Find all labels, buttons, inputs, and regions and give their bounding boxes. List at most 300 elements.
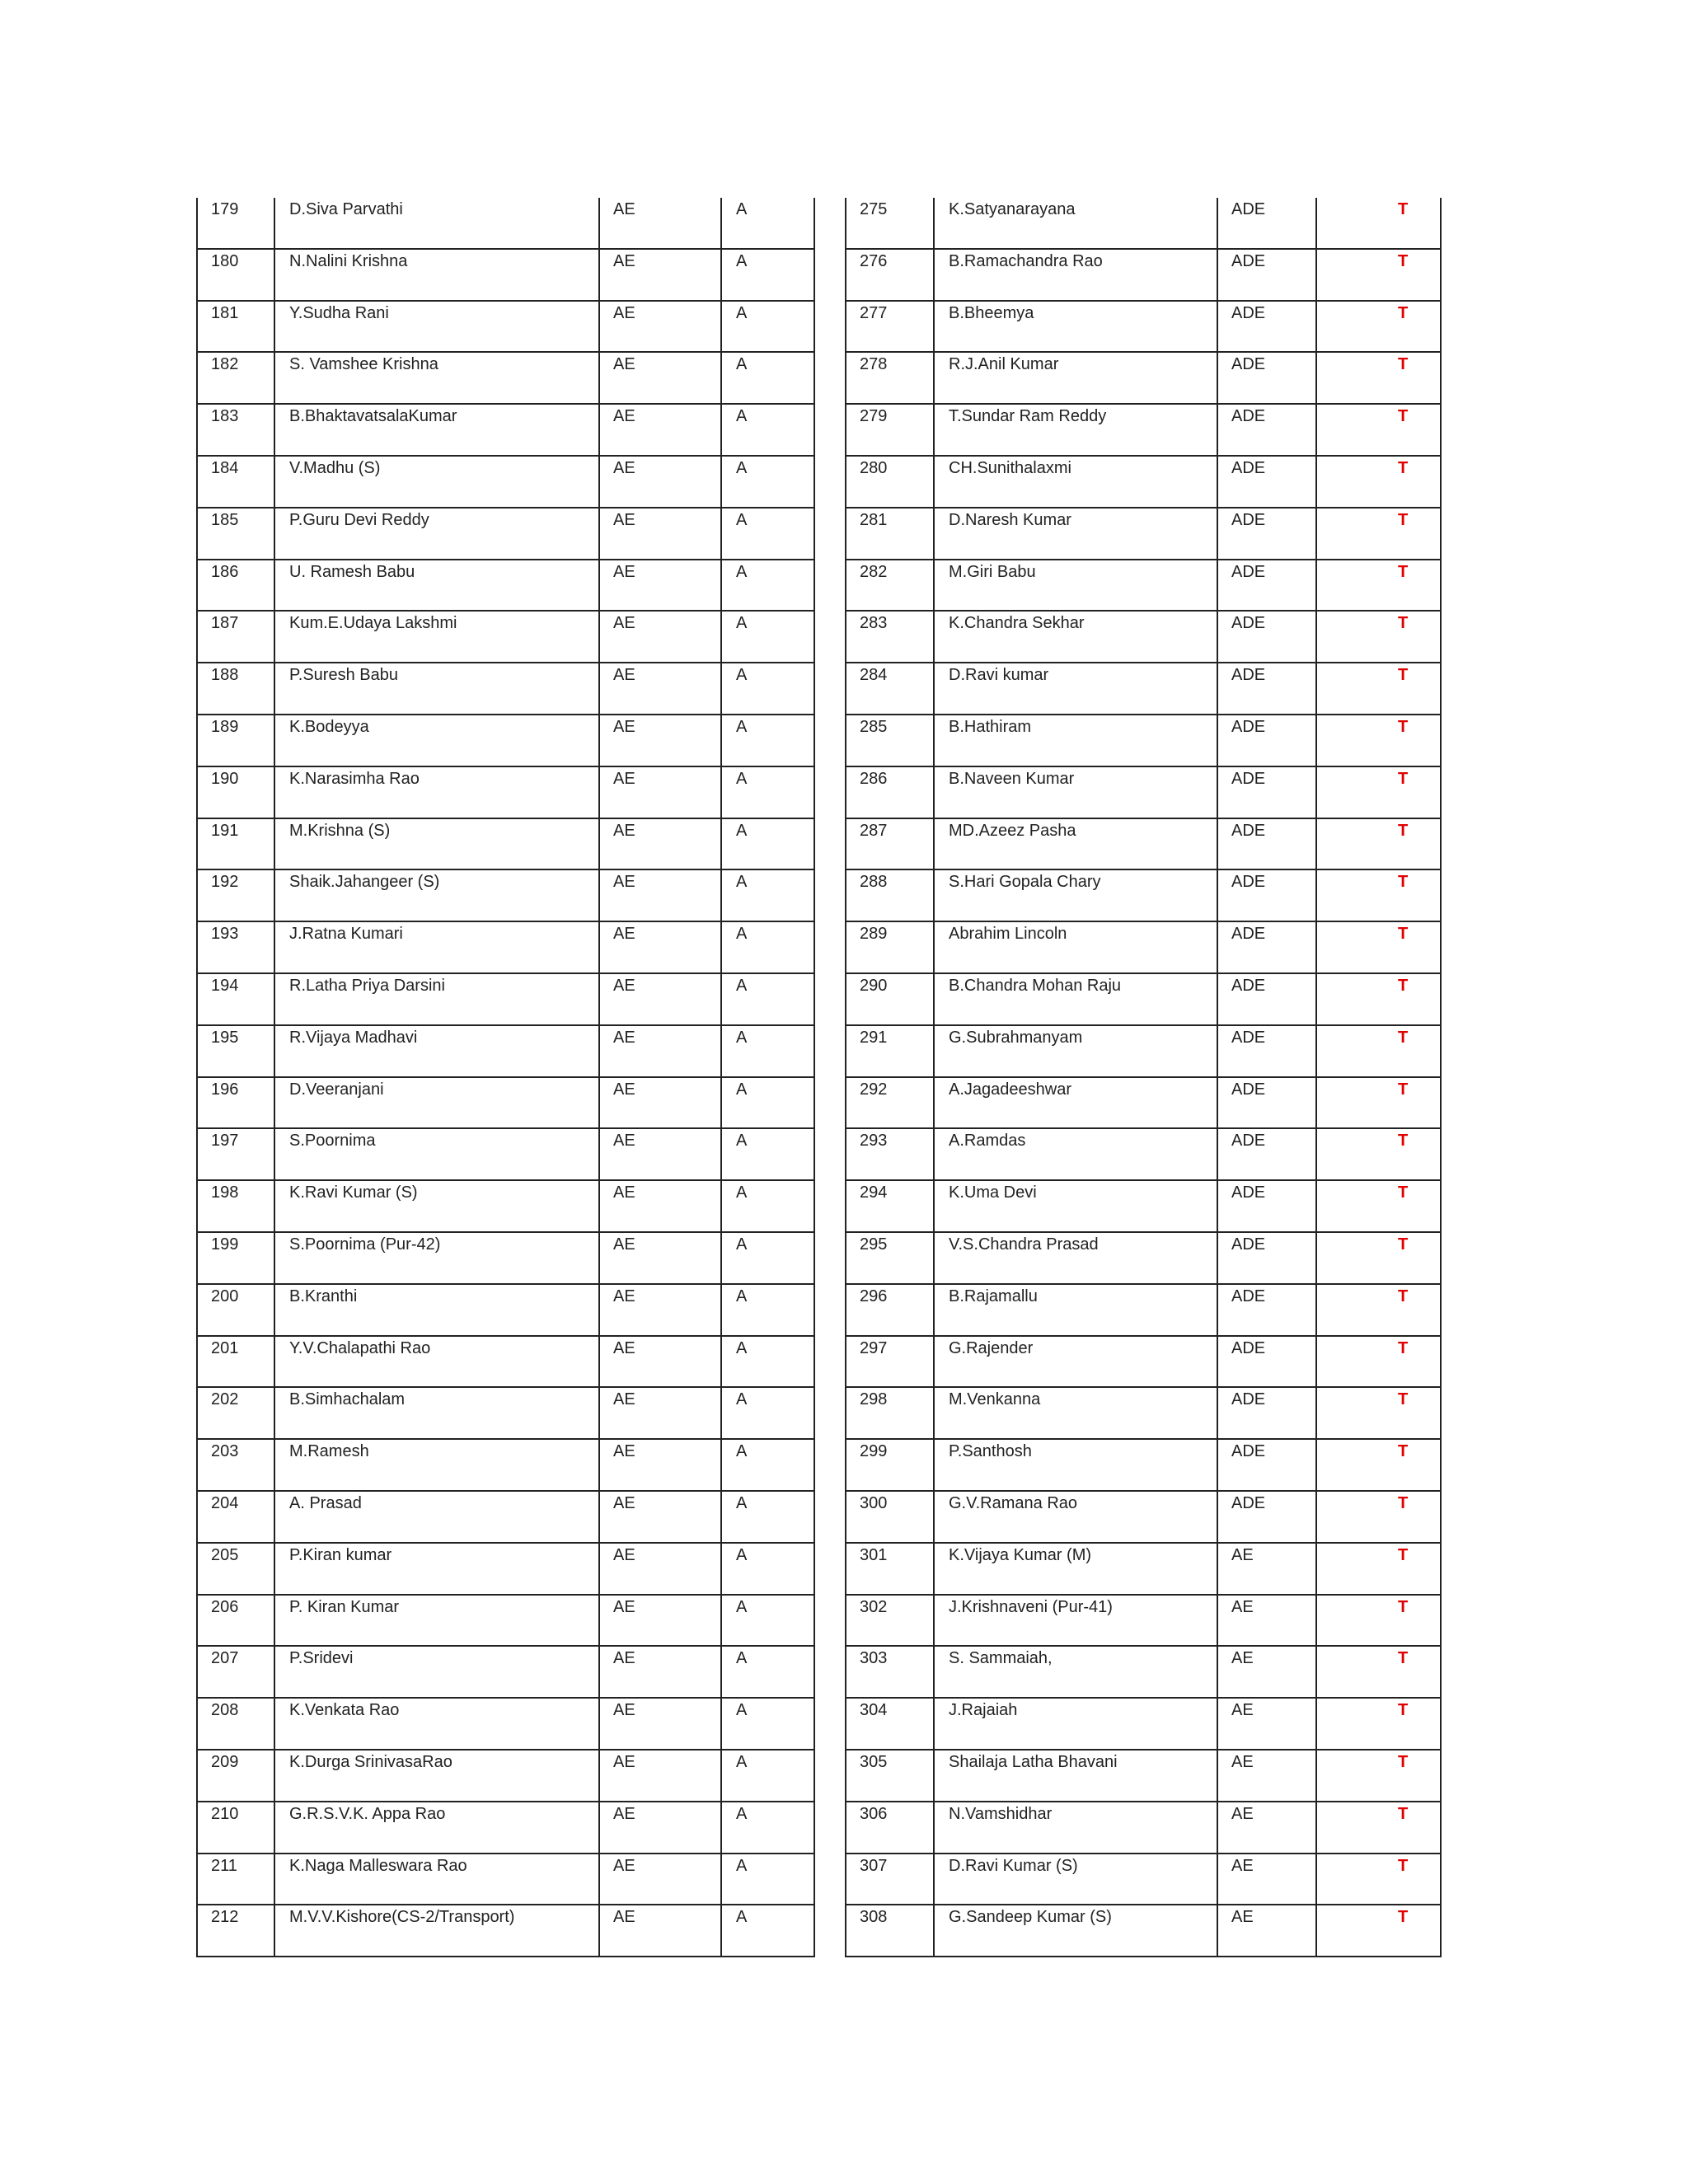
table-row bbox=[197, 611, 814, 663]
serial-number-text: 299 bbox=[860, 1442, 888, 1461]
serial-number-text: 179 bbox=[211, 200, 239, 218]
name-cell bbox=[274, 1232, 599, 1284]
grade-text: A bbox=[736, 925, 748, 944]
serial-number-cell bbox=[846, 352, 934, 404]
table-row bbox=[846, 508, 1441, 560]
serial-number-text: 198 bbox=[211, 1183, 239, 1202]
name-cell bbox=[274, 818, 599, 870]
name-text: D.Ravi kumar bbox=[949, 666, 1049, 685]
serial-number-cell bbox=[197, 198, 274, 249]
designation-text: AE bbox=[613, 1286, 635, 1305]
grade-text: T bbox=[1398, 1183, 1409, 1202]
name-cell bbox=[934, 1077, 1217, 1129]
designation-text: ADE bbox=[1231, 562, 1266, 581]
serial-number-text: 212 bbox=[211, 1908, 239, 1927]
designation-cell bbox=[599, 1387, 721, 1439]
serial-number-text: 192 bbox=[211, 873, 239, 892]
serial-number-cell bbox=[197, 1439, 274, 1491]
right-roster-body bbox=[846, 198, 1441, 1957]
grade-cell bbox=[1316, 1595, 1441, 1647]
grade-text: A bbox=[736, 510, 748, 529]
name-text: M.V.V.Kishore(CS-2/Transport) bbox=[289, 1908, 515, 1927]
grade-text: A bbox=[736, 458, 748, 477]
serial-number-cell bbox=[197, 301, 274, 353]
designation-text: ADE bbox=[1231, 355, 1266, 374]
grade-text: A bbox=[736, 251, 748, 270]
serial-number-text: 294 bbox=[860, 1183, 888, 1202]
serial-number-text: 288 bbox=[860, 873, 888, 892]
name-text: B.Kranthi bbox=[289, 1286, 358, 1305]
designation-cell bbox=[1217, 301, 1316, 353]
name-text: M.Giri Babu bbox=[949, 562, 1036, 581]
serial-number-cell bbox=[846, 611, 934, 663]
name-cell bbox=[934, 1025, 1217, 1077]
designation-cell bbox=[1217, 663, 1316, 715]
grade-cell bbox=[1316, 611, 1441, 663]
name-text: R.Vijaya Madhavi bbox=[289, 1028, 418, 1047]
table-row bbox=[846, 1698, 1441, 1750]
designation-text: AE bbox=[613, 1701, 635, 1720]
designation-text: ADE bbox=[1231, 1028, 1266, 1047]
table-row bbox=[846, 611, 1441, 663]
designation-cell bbox=[1217, 1232, 1316, 1284]
table-row bbox=[197, 869, 814, 921]
table-row bbox=[197, 766, 814, 818]
name-text: N.Vamshidhar bbox=[949, 1804, 1053, 1823]
designation-cell bbox=[1217, 1750, 1316, 1802]
serial-number-cell bbox=[197, 352, 274, 404]
name-text: D.Siva Parvathi bbox=[289, 200, 403, 218]
table-row bbox=[197, 1025, 814, 1077]
name-text: Shaik.Jahangeer (S) bbox=[289, 873, 440, 892]
name-text: R.Latha Priya Darsini bbox=[289, 976, 445, 995]
designation-cell bbox=[599, 560, 721, 612]
serial-number-text: 293 bbox=[860, 1132, 888, 1151]
table-row bbox=[197, 249, 814, 301]
designation-cell bbox=[599, 1077, 721, 1129]
table-row bbox=[846, 1387, 1441, 1439]
name-text: B.Rajamallu bbox=[949, 1286, 1038, 1305]
grade-cell bbox=[1316, 1387, 1441, 1439]
serial-number-cell bbox=[846, 1491, 934, 1543]
grade-text: A bbox=[736, 200, 748, 218]
serial-number-text: 307 bbox=[860, 1856, 888, 1875]
name-cell bbox=[934, 1802, 1217, 1854]
name-cell bbox=[934, 1387, 1217, 1439]
left-roster-body bbox=[197, 198, 814, 1957]
serial-number-text: 278 bbox=[860, 355, 888, 374]
designation-cell bbox=[599, 198, 721, 249]
designation-text: AE bbox=[613, 1132, 635, 1151]
designation-text: ADE bbox=[1231, 717, 1266, 736]
grade-cell bbox=[1316, 715, 1441, 766]
table-row bbox=[846, 973, 1441, 1025]
designation-text: AE bbox=[613, 200, 635, 218]
grade-text: A bbox=[736, 1390, 748, 1409]
designation-cell bbox=[1217, 973, 1316, 1025]
serial-number-cell bbox=[846, 508, 934, 560]
designation-text: AE bbox=[1231, 1804, 1254, 1823]
grade-cell bbox=[1316, 869, 1441, 921]
grade-cell bbox=[721, 1905, 814, 1957]
grade-text: T bbox=[1398, 1493, 1409, 1512]
table-row bbox=[846, 301, 1441, 353]
serial-number-cell bbox=[846, 818, 934, 870]
grade-text: A bbox=[736, 666, 748, 685]
right-roster-table bbox=[845, 198, 1442, 1957]
name-text: P.Suresh Babu bbox=[289, 666, 398, 685]
grade-text: T bbox=[1398, 1338, 1409, 1357]
name-cell bbox=[934, 249, 1217, 301]
serial-number-text: 303 bbox=[860, 1649, 888, 1668]
serial-number-text: 295 bbox=[860, 1235, 888, 1254]
serial-number-text: 202 bbox=[211, 1390, 239, 1409]
grade-cell bbox=[721, 1387, 814, 1439]
grade-cell bbox=[721, 1232, 814, 1284]
grade-text: T bbox=[1398, 1649, 1409, 1668]
table-row bbox=[846, 715, 1441, 766]
designation-text: AE bbox=[613, 407, 635, 426]
table-row bbox=[846, 1128, 1441, 1180]
designation-text: AE bbox=[613, 355, 635, 374]
grade-cell bbox=[1316, 1077, 1441, 1129]
designation-text: ADE bbox=[1231, 1442, 1266, 1461]
name-cell bbox=[274, 404, 599, 456]
table-row bbox=[197, 1232, 814, 1284]
name-text: CH.Sunithalaxmi bbox=[949, 458, 1071, 477]
name-text: B.Bheemya bbox=[949, 303, 1034, 322]
name-cell bbox=[934, 1336, 1217, 1388]
designation-cell bbox=[599, 611, 721, 663]
table-row bbox=[846, 352, 1441, 404]
designation-text: AE bbox=[1231, 1701, 1254, 1720]
grade-text: T bbox=[1398, 614, 1409, 633]
serial-number-text: 282 bbox=[860, 562, 888, 581]
designation-cell bbox=[1217, 1802, 1316, 1854]
grade-cell bbox=[721, 1439, 814, 1491]
grade-text: T bbox=[1398, 1028, 1409, 1047]
name-cell bbox=[934, 404, 1217, 456]
name-text: M.Krishna (S) bbox=[289, 821, 391, 840]
name-text: K.Narasimha Rao bbox=[289, 769, 420, 788]
name-text: B.Hathiram bbox=[949, 717, 1032, 736]
designation-text: ADE bbox=[1231, 769, 1266, 788]
designation-cell bbox=[1217, 1128, 1316, 1180]
serial-number-cell bbox=[846, 1439, 934, 1491]
designation-text: ADE bbox=[1231, 407, 1266, 426]
grade-cell bbox=[1316, 1491, 1441, 1543]
designation-text: AE bbox=[613, 1183, 635, 1202]
serial-number-cell bbox=[197, 818, 274, 870]
serial-number-cell bbox=[846, 1025, 934, 1077]
table-row bbox=[197, 1905, 814, 1957]
serial-number-text: 291 bbox=[860, 1028, 888, 1047]
grade-text: A bbox=[736, 1804, 748, 1823]
table-row bbox=[197, 508, 814, 560]
grade-text: T bbox=[1398, 200, 1409, 218]
serial-number-text: 197 bbox=[211, 1132, 239, 1151]
table-row bbox=[197, 1698, 814, 1750]
designation-cell bbox=[1217, 404, 1316, 456]
designation-text: AE bbox=[613, 769, 635, 788]
grade-cell bbox=[721, 818, 814, 870]
table-row bbox=[846, 1905, 1441, 1957]
serial-number-cell bbox=[846, 1543, 934, 1595]
grade-text: T bbox=[1398, 1545, 1409, 1564]
name-text: K.Bodeyya bbox=[289, 717, 369, 736]
name-text: S.Hari Gopala Chary bbox=[949, 873, 1101, 892]
grade-text: T bbox=[1398, 1701, 1409, 1720]
designation-cell bbox=[1217, 766, 1316, 818]
serial-number-text: 184 bbox=[211, 458, 239, 477]
designation-cell bbox=[599, 1180, 721, 1232]
name-text: Y.Sudha Rani bbox=[289, 303, 389, 322]
table-row bbox=[197, 1543, 814, 1595]
serial-number-cell bbox=[197, 1698, 274, 1750]
designation-text: ADE bbox=[1231, 1338, 1266, 1357]
grade-text: T bbox=[1398, 925, 1409, 944]
serial-number-cell bbox=[846, 1336, 934, 1388]
designation-cell bbox=[1217, 508, 1316, 560]
grade-text: A bbox=[736, 1132, 748, 1151]
table-row bbox=[197, 1180, 814, 1232]
grade-cell bbox=[1316, 249, 1441, 301]
grade-cell bbox=[1316, 1854, 1441, 1905]
designation-text: AE bbox=[613, 1545, 635, 1564]
serial-number-cell bbox=[197, 1180, 274, 1232]
table-row bbox=[197, 1750, 814, 1802]
grade-cell bbox=[1316, 921, 1441, 973]
name-cell bbox=[274, 1439, 599, 1491]
table-row bbox=[846, 1854, 1441, 1905]
serial-number-cell bbox=[846, 404, 934, 456]
grade-cell bbox=[1316, 1698, 1441, 1750]
name-cell bbox=[274, 1854, 599, 1905]
serial-number-text: 201 bbox=[211, 1338, 239, 1357]
grade-cell bbox=[721, 1180, 814, 1232]
serial-number-text: 194 bbox=[211, 976, 239, 995]
serial-number-cell bbox=[197, 1025, 274, 1077]
grade-text: T bbox=[1398, 1752, 1409, 1771]
designation-text: ADE bbox=[1231, 510, 1266, 529]
designation-cell bbox=[1217, 921, 1316, 973]
designation-text: ADE bbox=[1231, 614, 1266, 633]
serial-number-text: 188 bbox=[211, 666, 239, 685]
grade-cell bbox=[721, 1698, 814, 1750]
serial-number-text: 292 bbox=[860, 1080, 888, 1099]
name-cell bbox=[934, 560, 1217, 612]
serial-number-cell bbox=[197, 715, 274, 766]
name-text: B.BhaktavatsalaKumar bbox=[289, 407, 457, 426]
table-row bbox=[197, 456, 814, 508]
serial-number-text: 205 bbox=[211, 1545, 239, 1564]
grade-text: T bbox=[1398, 355, 1409, 374]
table-row bbox=[846, 1336, 1441, 1388]
serial-number-text: 180 bbox=[211, 251, 239, 270]
serial-number-text: 296 bbox=[860, 1286, 888, 1305]
designation-cell bbox=[599, 1128, 721, 1180]
grade-text: T bbox=[1398, 407, 1409, 426]
designation-cell bbox=[1217, 1905, 1316, 1957]
designation-text: ADE bbox=[1231, 303, 1266, 322]
serial-number-cell bbox=[197, 766, 274, 818]
name-text: N.Nalini Krishna bbox=[289, 251, 408, 270]
serial-number-text: 195 bbox=[211, 1028, 239, 1047]
designation-cell bbox=[1217, 1439, 1316, 1491]
name-cell bbox=[934, 663, 1217, 715]
grade-text: T bbox=[1398, 1132, 1409, 1151]
name-cell bbox=[934, 1750, 1217, 1802]
designation-cell bbox=[1217, 611, 1316, 663]
grade-cell bbox=[1316, 1750, 1441, 1802]
serial-number-cell bbox=[846, 1905, 934, 1957]
name-text: Abrahim Lincoln bbox=[949, 925, 1067, 944]
designation-text: AE bbox=[613, 1752, 635, 1771]
serial-number-text: 277 bbox=[860, 303, 888, 322]
table-row bbox=[197, 663, 814, 715]
name-cell bbox=[274, 1077, 599, 1129]
grade-text: A bbox=[736, 976, 748, 995]
name-cell bbox=[274, 1336, 599, 1388]
grade-cell bbox=[721, 973, 814, 1025]
table-row bbox=[197, 352, 814, 404]
grade-cell bbox=[1316, 404, 1441, 456]
name-cell bbox=[274, 508, 599, 560]
designation-text: AE bbox=[1231, 1597, 1254, 1616]
table-row bbox=[197, 818, 814, 870]
serial-number-cell bbox=[197, 663, 274, 715]
designation-text: ADE bbox=[1231, 458, 1266, 477]
name-cell bbox=[934, 1543, 1217, 1595]
serial-number-text: 183 bbox=[211, 407, 239, 426]
grade-text: A bbox=[736, 1183, 748, 1202]
name-text: K.Venkata Rao bbox=[289, 1701, 400, 1720]
grade-text: A bbox=[736, 1235, 748, 1254]
table-row bbox=[197, 301, 814, 353]
grade-text: T bbox=[1398, 1442, 1409, 1461]
table-row bbox=[197, 1077, 814, 1129]
grade-cell bbox=[1316, 1802, 1441, 1854]
grade-cell bbox=[721, 508, 814, 560]
designation-text: AE bbox=[613, 510, 635, 529]
name-text: A.Ramdas bbox=[949, 1132, 1026, 1151]
name-text: G.R.S.V.K. Appa Rao bbox=[289, 1804, 446, 1823]
serial-number-text: 301 bbox=[860, 1545, 888, 1564]
name-cell bbox=[274, 1128, 599, 1180]
table-row bbox=[846, 1491, 1441, 1543]
serial-number-text: 284 bbox=[860, 666, 888, 685]
serial-number-cell bbox=[846, 766, 934, 818]
table-row bbox=[846, 1646, 1441, 1698]
designation-cell bbox=[599, 456, 721, 508]
table-row bbox=[846, 560, 1441, 612]
designation-cell bbox=[1217, 1698, 1316, 1750]
table-row bbox=[197, 921, 814, 973]
table-row bbox=[846, 1750, 1441, 1802]
designation-text: AE bbox=[613, 614, 635, 633]
name-text: K.Durga SrinivasaRao bbox=[289, 1752, 452, 1771]
serial-number-cell bbox=[197, 1543, 274, 1595]
serial-number-cell bbox=[846, 1750, 934, 1802]
grade-text: T bbox=[1398, 1286, 1409, 1305]
serial-number-cell bbox=[197, 1854, 274, 1905]
table-row bbox=[197, 1336, 814, 1388]
grade-cell bbox=[721, 1128, 814, 1180]
serial-number-text: 283 bbox=[860, 614, 888, 633]
grade-cell bbox=[1316, 1543, 1441, 1595]
name-text: P.Sridevi bbox=[289, 1649, 354, 1668]
designation-cell bbox=[1217, 715, 1316, 766]
serial-number-cell bbox=[846, 456, 934, 508]
designation-cell bbox=[1217, 249, 1316, 301]
name-text: Kum.E.Udaya Lakshmi bbox=[289, 614, 457, 633]
grade-text: A bbox=[736, 1649, 748, 1668]
name-text: T.Sundar Ram Reddy bbox=[949, 407, 1107, 426]
name-cell bbox=[934, 1128, 1217, 1180]
table-row bbox=[846, 1025, 1441, 1077]
serial-number-text: 308 bbox=[860, 1908, 888, 1927]
designation-cell bbox=[599, 404, 721, 456]
grade-cell bbox=[721, 663, 814, 715]
designation-cell bbox=[599, 301, 721, 353]
name-text: V.S.Chandra Prasad bbox=[949, 1235, 1099, 1254]
designation-text: ADE bbox=[1231, 1390, 1266, 1409]
serial-number-cell bbox=[846, 1232, 934, 1284]
designation-text: AE bbox=[1231, 1545, 1254, 1564]
grade-text: A bbox=[736, 821, 748, 840]
grade-text: T bbox=[1398, 458, 1409, 477]
designation-text: AE bbox=[613, 251, 635, 270]
designation-text: AE bbox=[613, 1080, 635, 1099]
name-cell bbox=[934, 352, 1217, 404]
serial-number-cell bbox=[197, 456, 274, 508]
name-cell bbox=[274, 1750, 599, 1802]
table-row bbox=[846, 1595, 1441, 1647]
name-cell bbox=[934, 921, 1217, 973]
designation-cell bbox=[599, 1543, 721, 1595]
designation-cell bbox=[1217, 1595, 1316, 1647]
designation-text: ADE bbox=[1231, 976, 1266, 995]
table-row bbox=[846, 1284, 1441, 1336]
designation-text: ADE bbox=[1231, 1493, 1266, 1512]
grade-text: T bbox=[1398, 1908, 1409, 1927]
table-row bbox=[197, 973, 814, 1025]
serial-number-cell bbox=[197, 1595, 274, 1647]
name-cell bbox=[274, 766, 599, 818]
designation-cell bbox=[1217, 1284, 1316, 1336]
grade-text: T bbox=[1398, 303, 1409, 322]
grade-text: A bbox=[736, 562, 748, 581]
designation-cell bbox=[599, 1439, 721, 1491]
designation-cell bbox=[1217, 1025, 1316, 1077]
designation-cell bbox=[599, 1802, 721, 1854]
name-cell bbox=[274, 1180, 599, 1232]
serial-number-text: 199 bbox=[211, 1235, 239, 1254]
designation-text: ADE bbox=[1231, 1235, 1266, 1254]
left-roster-table bbox=[196, 198, 815, 1957]
designation-text: ADE bbox=[1231, 925, 1266, 944]
designation-text: AE bbox=[613, 873, 635, 892]
serial-number-text: 206 bbox=[211, 1597, 239, 1616]
serial-number-text: 300 bbox=[860, 1493, 888, 1512]
designation-text: AE bbox=[613, 666, 635, 685]
grade-cell bbox=[721, 456, 814, 508]
name-text: M.Ramesh bbox=[289, 1442, 369, 1461]
grade-cell bbox=[721, 766, 814, 818]
serial-number-text: 211 bbox=[211, 1856, 237, 1875]
serial-number-text: 191 bbox=[211, 821, 239, 840]
name-cell bbox=[274, 1698, 599, 1750]
